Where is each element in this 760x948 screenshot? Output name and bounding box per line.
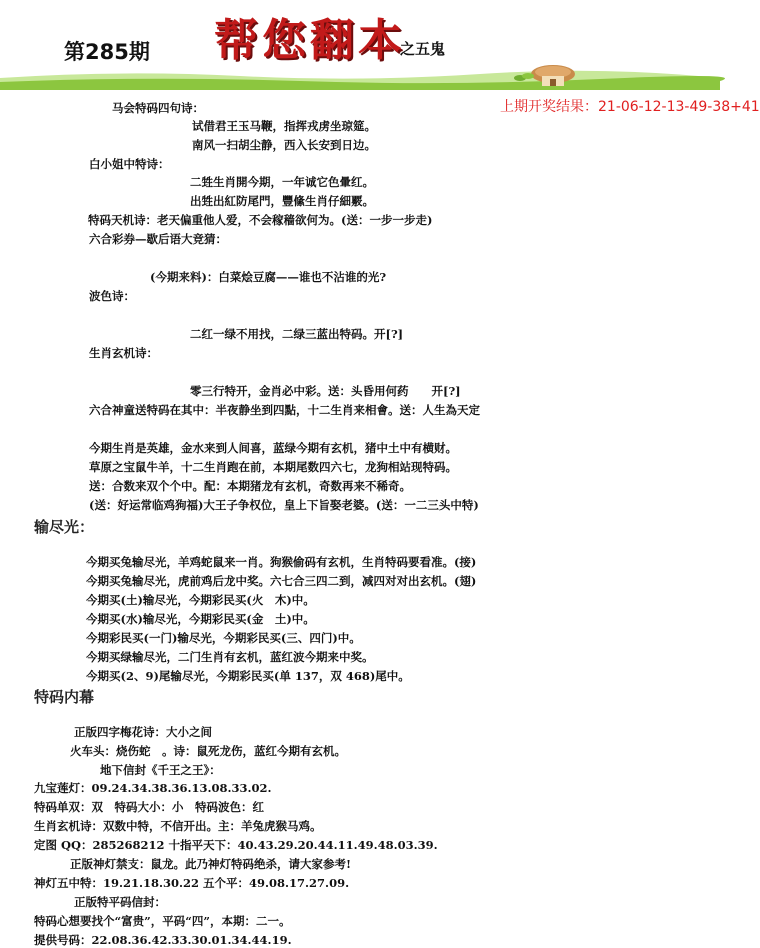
page-subtitle: 之五鬼	[400, 40, 446, 58]
text-line: 正版四字梅花诗：大小之间	[74, 725, 212, 739]
text-line: 今期买兔输尽光，虎前鸡后龙中奖。六七合三四二到，减四对对出玄机。(翅)	[86, 574, 477, 588]
text-line: 正版神灯禁支：鼠龙。此乃神灯特码绝杀，请大家参考!	[70, 857, 352, 871]
text-line: 生肖玄机诗：双数中特，不信开出。主：羊兔虎猴马鸡。	[34, 819, 322, 833]
text-line: 二甡生肖開今期，一年诚它色暈红。	[190, 175, 374, 189]
last-draw-result: 上期开奖结果：21-06-12-13-49-38+41	[500, 99, 760, 115]
text-line: 六合神童送特码在其中：半夜静坐到四點，十二生肖来相會。送：人生為天定	[89, 403, 480, 417]
text-line: 马会特码四句诗：	[112, 101, 204, 115]
page-title: 帮您翻本	[214, 15, 406, 66]
text-line: 今期买兔输尽光，羊鸡蛇鼠来一肖。狗猴偷码有玄机，生肖特码要看准。(接)	[86, 555, 477, 569]
issue-number: 第285期	[64, 40, 150, 64]
text-line: 今期买绿输尽光，二门生肖有玄机，蓝红波今期来中奖。	[86, 650, 374, 664]
text-line: 草原之宝鼠牛羊，十二生肖跑在前，本期尾数四六七，龙狗相站现特码。	[89, 460, 457, 474]
text-line: 九宝莲灯：09.24.34.38.36.13.08.33.02.	[34, 781, 272, 795]
text-line: 定图 QQ：285268212 十指平天下：40.43.29.20.44.11.49.48.03.39.	[34, 838, 438, 852]
text-line: 神灯五中特：19.21.18.30.22 五个平：49.08.17.27.09.	[34, 876, 350, 890]
text-line: 特码心想要找个“富贵”，平码“四”，本期：二一。	[34, 914, 291, 928]
section-heading: 特码内幕	[34, 688, 95, 706]
text-line: 提供号码：22.08.36.42.33.30.01.34.44.19.	[34, 933, 292, 947]
text-line: 六合彩券—歇后语大竞猜：	[89, 232, 227, 246]
text-line: 今期生肖是英雄，金水来到人间喜，蓝绿今期有玄机，猪中土中有横财。	[89, 441, 457, 455]
text-line: (送：好运常临鸡狗福)大王子争权位，皇上下旨娶老婆。(送：一二三头中特)	[89, 498, 479, 512]
text-line: 今期彩民买(一门)输尽光，今期彩民买(三、四门)中。	[86, 631, 361, 645]
header-banner-graphic	[0, 64, 720, 94]
text-line: 火车头：烧伤蛇 。诗：鼠死龙伤，蓝红今期有玄机。	[70, 744, 346, 758]
text-line: 二红一绿不用找，二绿三蓝出特码。开[?]	[190, 327, 404, 341]
text-line: 今期买(土)输尽光，今期彩民买(火 木)中。	[86, 593, 315, 607]
text-line: 白小姐中特诗：	[89, 157, 170, 171]
text-line: (今期来料)：白菜烩豆腐——谁也不沾谁的光?	[150, 270, 387, 284]
text-line: 零三行特开，金肖必中彩。送：头昏用何药 开[?]	[190, 384, 461, 398]
text-line: 今期买(2、9)尾输尽光，今期彩民买(单 137，双 468)尾中。	[86, 669, 410, 683]
text-line: 特码单双：双 特码大小：小 特码波色：红	[34, 800, 264, 814]
section-heading: 输尽光：	[34, 518, 95, 536]
text-line: 地下信封《千王之王》：	[100, 763, 221, 777]
text-line: 出甡出紅防尾門，豐絛生肖仔細覈。	[190, 194, 374, 208]
text-line: 生肖玄机诗：	[89, 346, 158, 360]
text-line: 南风一扫胡尘静，西入长安到日边。	[192, 138, 376, 152]
text-line: 特码天机诗：老天偏重他人爱，不会稼穑欲何为。(送：一步一步走)	[88, 213, 433, 227]
text-line: 今期买(水)输尽光，今期彩民买(金 土)中。	[86, 612, 315, 626]
text-line: 试借君王玉马鞭，指挥戎虏坐琼筵。	[192, 119, 376, 133]
text-line: 送：合数来双个个中。配：本期猪龙有玄机，奇数再来不稀奇。	[89, 479, 411, 493]
text-line: 正版特平码信封：	[74, 895, 166, 909]
text-line: 波色诗：	[89, 289, 135, 303]
